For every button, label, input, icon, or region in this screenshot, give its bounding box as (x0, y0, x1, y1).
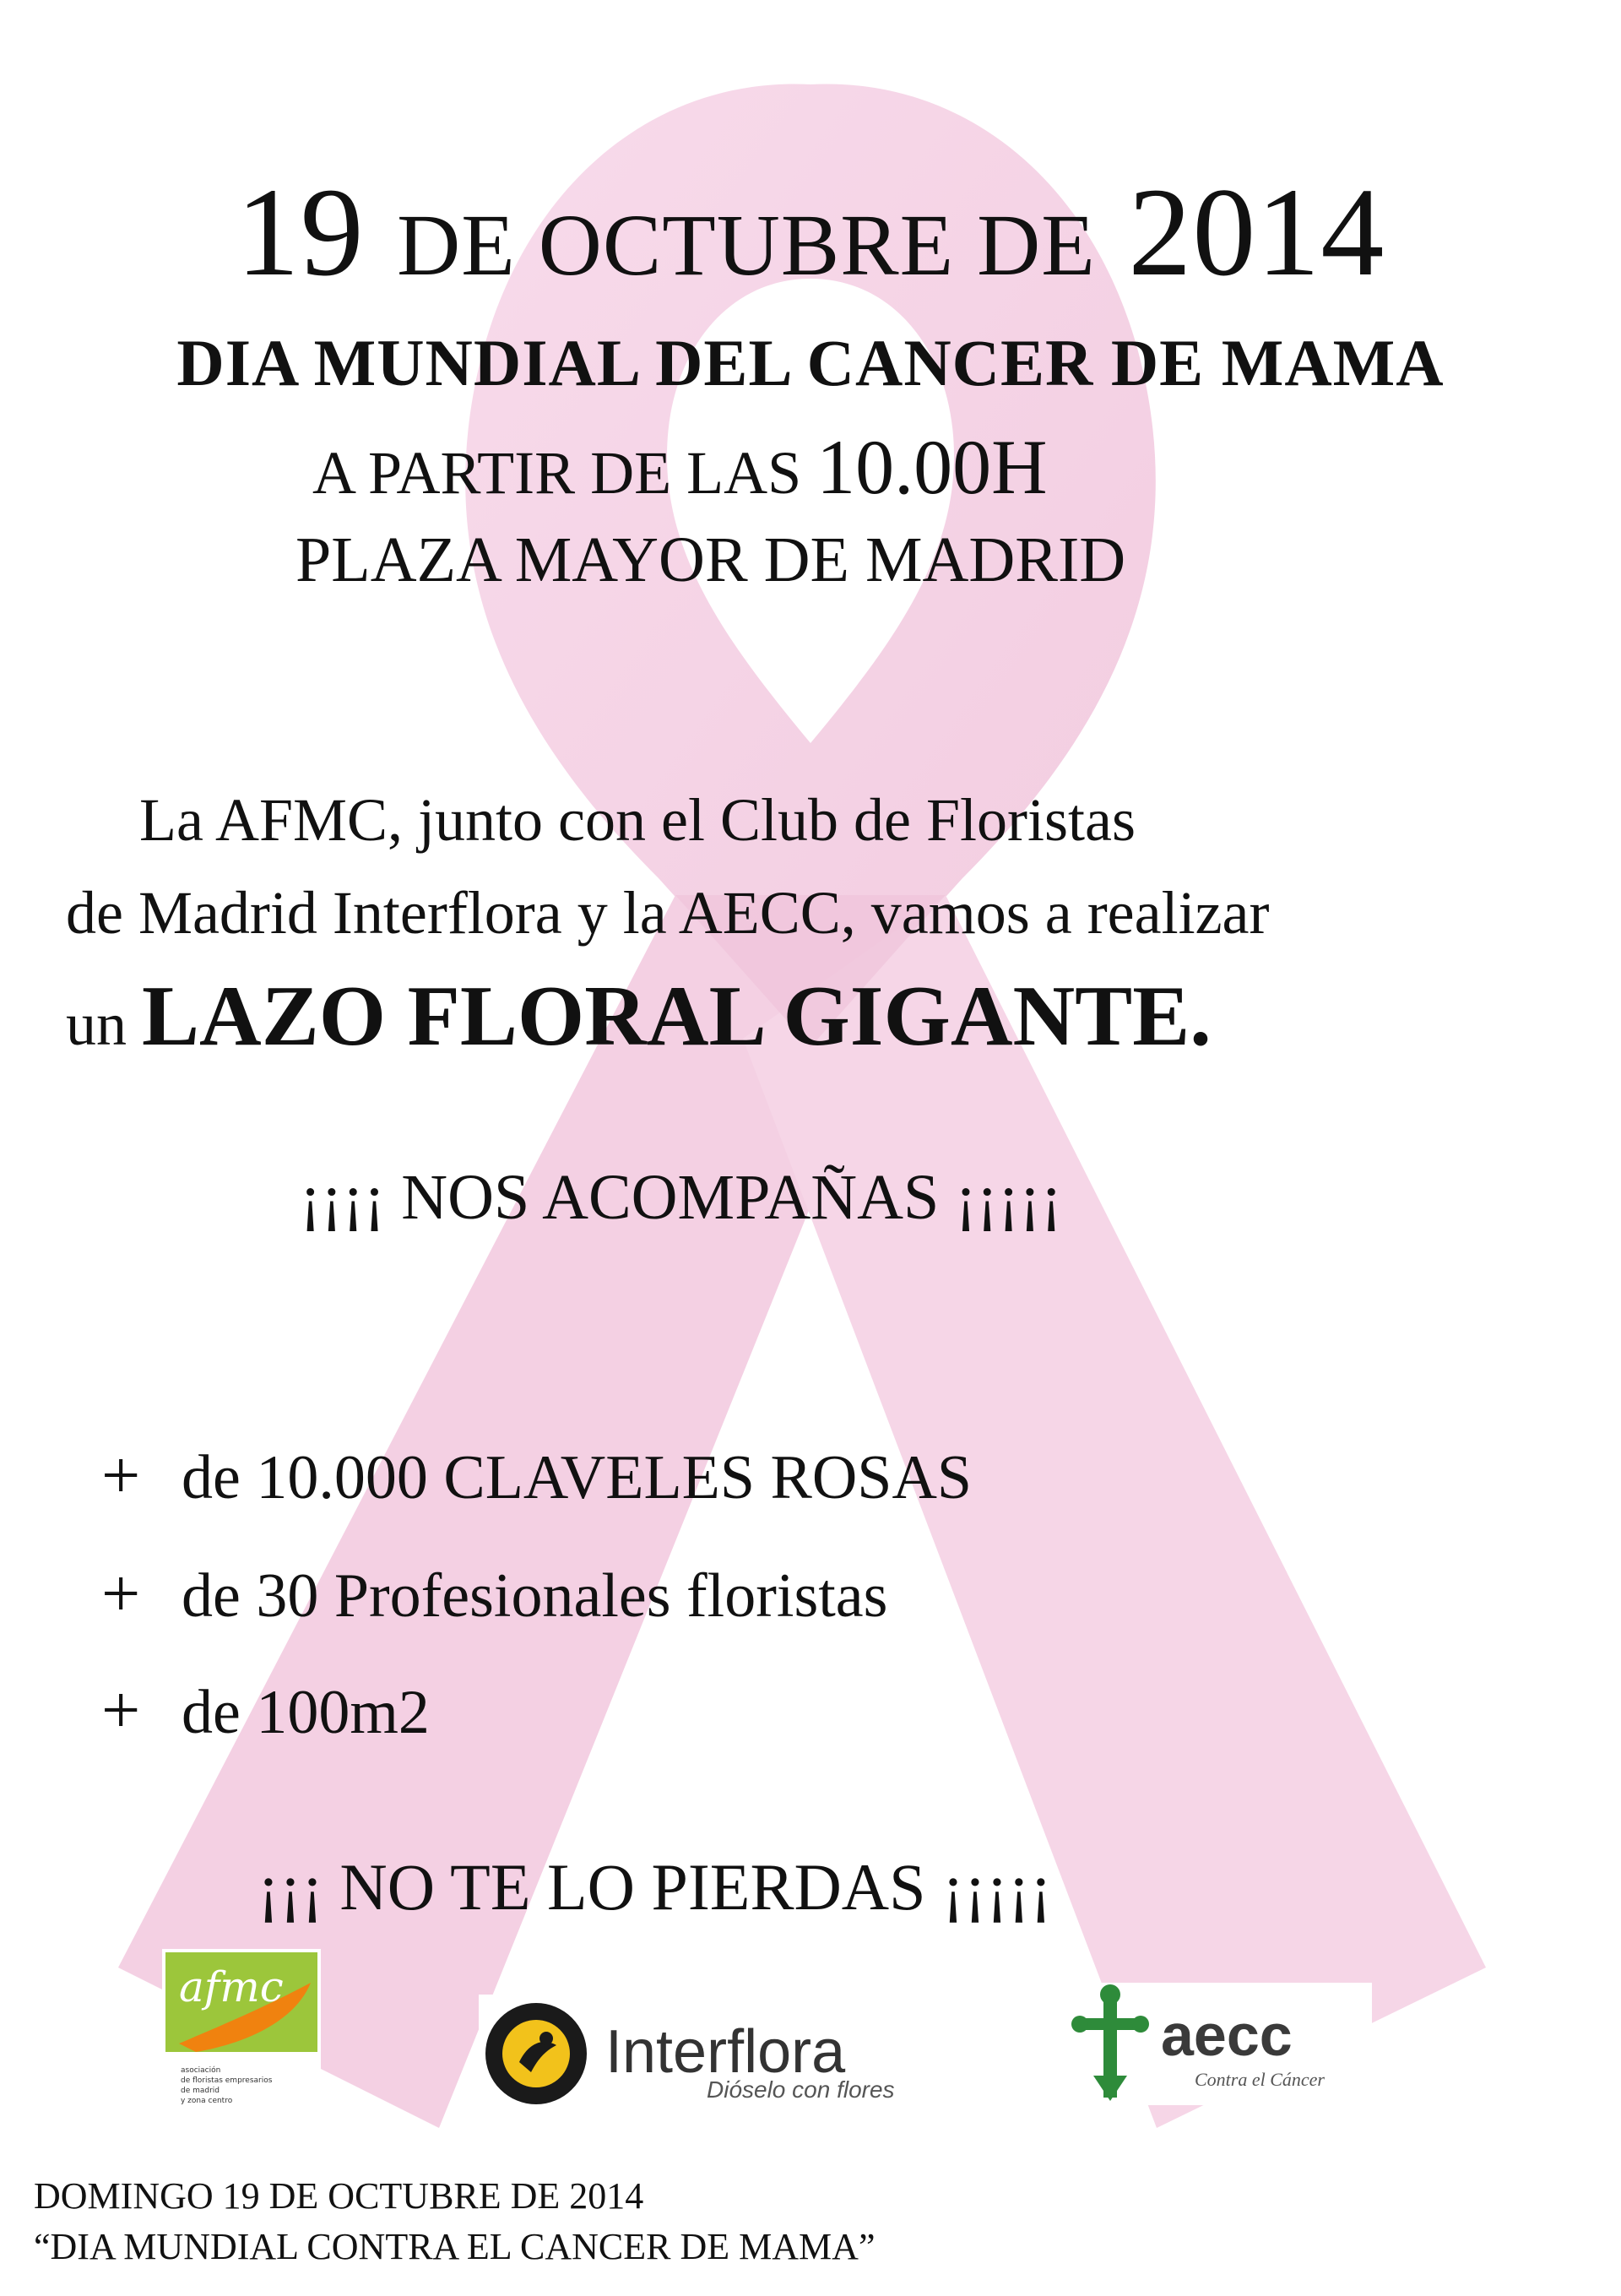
plus-icon: + (101, 1671, 141, 1748)
footer-event-name: “DIA MUNDIAL CONTRA EL CANCER DE MAMA” (34, 2226, 876, 2267)
event-time (312, 422, 1048, 512)
svg-text:de floristas empresarios: de floristas empresarios (181, 2076, 273, 2085)
afmc-logo (162, 1949, 321, 2126)
plus-icon: + (101, 1436, 141, 1513)
footer-date: DOMINGO 19 DE OCTUBRE DE 2014 (34, 2175, 644, 2217)
time-prefix: A PARTIR DE LAS (312, 439, 802, 507)
svg-text:asociación: asociación (181, 2066, 221, 2075)
fact-item (101, 1670, 430, 1750)
interflora-logo (479, 1995, 909, 2113)
aecc-tagline: Contra el Cáncer (1195, 2069, 1325, 2090)
cheer-no-te-lo-pierdas: ¡¡¡ NO TE LO PIERDAS ¡¡¡¡¡ (258, 1850, 1052, 1924)
time-value: 10.00H (816, 424, 1048, 510)
cheer-nos-acompanas: ¡¡¡¡ NOS ACOMPAÑAS ¡¡¡¡¡ (300, 1162, 1062, 1233)
event-place: PLAZA MAYOR DE MADRID (295, 524, 1126, 595)
message-line-3 (66, 967, 1212, 1066)
event-subtitle: DIA MUNDIAL DEL CANCER DE MAMA (176, 326, 1445, 399)
date-year: 2014 (1128, 162, 1385, 302)
aecc-wordmark: aecc (1161, 2002, 1293, 2068)
fact-text: de 30 Profesionales floristas (182, 1561, 888, 1631)
afmc-logo-text: afmc (179, 1962, 284, 2011)
message-line-2: de Madrid Interflora y la AECC, vamos a realizar (66, 879, 1270, 947)
date-day: 19 (236, 162, 365, 302)
fact-text: de 100m2 (182, 1678, 430, 1747)
interflora-tagline: Dióselo con flores (707, 2076, 895, 2103)
aecc-logo (1068, 1983, 1372, 2105)
message-line-1: La AFMC, junto con el Club de Floristas (139, 786, 1136, 854)
fact-item (101, 1554, 887, 1633)
fact-item (101, 1436, 972, 1515)
message-line-3-prefix: un (66, 991, 127, 1058)
event-date-heading (0, 162, 1621, 302)
svg-text:de madrid: de madrid (181, 2087, 220, 2095)
fact-text: de 10.000 CLAVELES ROSAS (182, 1443, 973, 1512)
lazo-floral-title: LAZO FLORAL GIGANTE. (142, 969, 1212, 1064)
svg-text:y zona centro: y zona centro (181, 2097, 233, 2105)
interflora-wordmark: Interflora (605, 2018, 846, 2086)
date-month: DE OCTUBRE DE (397, 197, 1096, 294)
plus-icon: + (101, 1555, 141, 1631)
